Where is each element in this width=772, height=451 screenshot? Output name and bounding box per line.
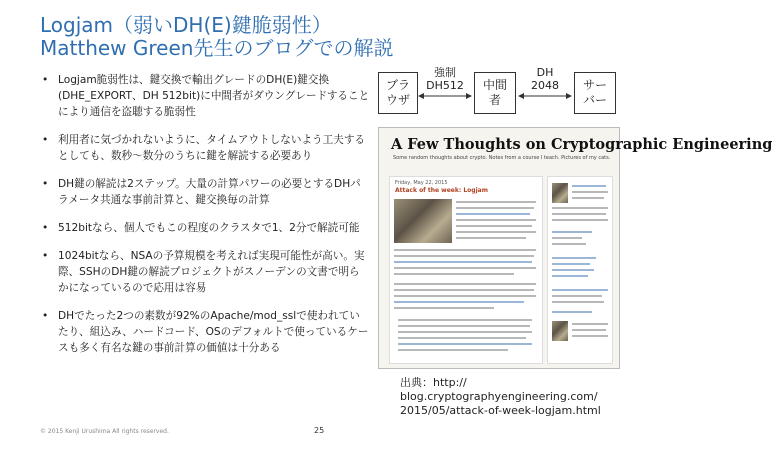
left-double-arrow-icon [418,92,472,100]
server-box: サー バー [574,72,616,114]
bullet-item: • DHでたった2つの素数が92%のApache/mod_sslで使われていたり、組込み、ハードコード、OSのデフォルトで使っているケースも多く有名な鍵の事前計算の価値は十分ある [58,308,370,356]
page-number: 25 [314,426,325,435]
bullet-item: • 1024bitなら、NSAの予算規模を考えれば実現可能性が高い。実際、SSHのDH鍵の解読プロジェクトがスノーデンの文書で明らかになっているので応用は容易 [58,248,370,296]
blog-title: A Few Thoughts on Cryptographic Engineering [391,136,772,153]
slide-title-line1: Logjam（弱いDH(E)鍵脆弱性） [40,13,332,37]
bullet-item: • 512bitなら、個人でもこの程度のクラスタで1、2分で解読可能 [58,220,370,236]
dh2048-label: DH 2048 [531,66,559,92]
popular-post-thumbnail [552,321,568,341]
source-label: 出典：http:// [400,376,467,389]
source-citation [400,376,601,418]
copyright-footer: © 2015 Kenji Urushima All rights reserved. [40,428,169,435]
bullet-item: • Logjam脆弱性は、鍵交換で輸出グレードのDH(E)鍵交換(DHE_EXPORT、DH 512bit)に中間者がダウングレードすることにより通信を盗聴する脆弱性 [58,72,370,120]
slide-title-line2: Matthew Green先生のブログでの解説 [40,36,394,60]
bullet-list [58,72,370,368]
mitm-box: 中間 者 [474,72,516,114]
slide-title [40,14,393,60]
source-url-path: 2015/05/attack-of-week-logjam.html [400,404,601,417]
mitm-diagram [378,62,618,122]
bullet-item: • DH鍵の解読は2ステップ。大量の計算パワーの必要とするDHパラメータ共通な事前計算と、鍵交換毎の計算 [58,176,370,208]
blog-subtitle: Some random thoughts about crypto. Notes from a course I teach. Pictures of my cats. [393,155,611,161]
right-double-arrow-icon [518,92,572,100]
browser-box: ブラ ウザ [378,72,418,114]
post-photo [394,199,452,243]
bullet-item: • 利用者に気づかれないように、タイムアウトしないよう工夫するとしても、数秒〜数分のうちに鍵を解読する必要あり [58,132,370,164]
blog-post [389,176,543,364]
post-title: Attack of the week: Logjam [395,187,488,194]
forced-dh512-label: 強制 DH512 [426,66,464,92]
blog-screenshot [378,127,772,369]
post-date: Friday, May 22, 2015 [395,180,448,186]
author-avatar [552,183,568,203]
source-url-host: blog.cryptographyengineering.com/ [400,390,598,403]
blog-sidebar [547,176,613,364]
